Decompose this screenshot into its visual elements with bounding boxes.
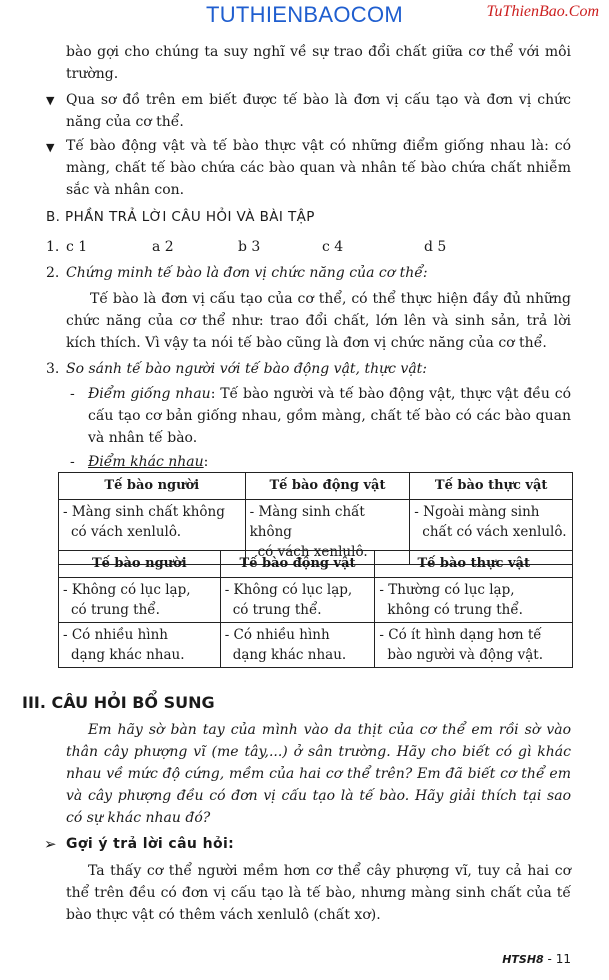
question-number: 2. [46, 265, 60, 281]
table-header-cell: Tế bào thực vật [410, 473, 573, 500]
question-number: 1. [46, 239, 60, 255]
hint-answer-line: Ta thấy cơ thể người mềm hơn cơ thể cây phượng vĩ, tuy cả hai cơ [88, 863, 571, 879]
q1-answer: b 3 [238, 239, 261, 255]
q1-answer: d 5 [424, 239, 447, 255]
q3-similar-line: và nhân tế bào. [88, 430, 198, 446]
q3-title: So sánh tế bào người với tế bào động vật, thực vật: [66, 361, 428, 377]
q1-answer: c 1 [66, 239, 88, 255]
table-header-cell: Tế bào động vật [220, 551, 375, 578]
table-cell: - Không có lục lạp, có trung thể. [59, 578, 221, 623]
table-cell: - Có ít hình dạng hơn tế bào người và động vật. [375, 623, 573, 668]
q2-answer-line: chức năng của cơ thể như: trao đổi chất, lớn lên và sinh sản, trả lời [66, 313, 571, 329]
section-iii-heading: III. CÂU HỎI BỔ SUNG [22, 693, 215, 712]
q2-answer-line: kích thích. Vì vậy ta nói tế bào cũng là đơn vị chức năng của cơ thể. [66, 335, 547, 351]
bullet-2-line: Tế bào động vật và tế bào thực vật có những điểm giống nhau là: có [66, 138, 571, 154]
q1-answer: c 4 [322, 239, 344, 255]
diff-label: Điểm khác nhau [88, 454, 204, 470]
intro-continuation-line: bào gợi cho chúng ta suy nghĩ về sự trao đổi chất giữa cơ thể với môi [66, 44, 571, 60]
supplementary-question-line: nhau về mức độ cứng, mềm của hai cơ thể trên? Em đã biết cơ thể em [66, 766, 571, 782]
table-header-cell: Tế bào thực vật [375, 551, 573, 578]
hint-answer-line: thể trên đều có đơn vị cấu tạo là tế bào, nhưng màng sinh chất của tế [66, 885, 571, 901]
diff-colon: : [203, 454, 209, 470]
bullet-1-line: Qua sơ đồ trên em biết được tế bào là đơn vị cấu tạo và đơn vị chức [66, 92, 571, 108]
comparison-table-2 [58, 550, 573, 668]
table-cell: - Có nhiều hình dạng khác nhau. [59, 623, 221, 668]
table-cell: - Ngoài màng sinh chất có vách xenlulô. [410, 500, 573, 565]
table-cell: - Không có lục lạp, có trung thể. [220, 578, 375, 623]
dash-marker: - [70, 454, 75, 470]
dash-marker: - [70, 386, 75, 402]
table-header-cell: Tế bào người [59, 473, 246, 500]
section-b-heading: B. PHẦN TRẢ LỜI CÂU HỎI VÀ BÀI TẬP [46, 209, 315, 225]
table-header-row [59, 473, 573, 500]
q3-diff-line [88, 451, 208, 473]
table-header-cell: Tế bào người [59, 551, 221, 578]
q3-similar-line [88, 383, 571, 405]
table-cell: - Màng sinh chất không có vách xenlulô. [59, 500, 246, 565]
hint-arrow-icon: ➢ [44, 835, 57, 853]
site-title: TUTHIENBAOCOM [205, 2, 403, 27]
supplementary-question-line: có sự khác nhau đó? [66, 810, 211, 826]
page-number: 11 [555, 952, 571, 966]
table-row [59, 578, 573, 623]
bullet-triangle-icon: ▼ [46, 94, 55, 107]
bullet-2-line: màng, chất tế bào chứa các bào quan và nhân tế bào chứa chất nhiễm [66, 160, 571, 176]
bullet-triangle-icon: ▼ [46, 141, 55, 154]
supplementary-question-line: thân cây phượng vĩ (me tây,...) ở sân trường. Hãy cho biết có gì khác [66, 744, 571, 760]
page-footer [502, 952, 571, 966]
table-header-row [59, 551, 573, 578]
similar-text: : Tế bào người và tế bào động vật, thực vật đều có [210, 386, 571, 402]
q2-title: Chứng minh tế bào là đơn vị chức năng của cơ thể: [66, 265, 428, 281]
table-cell: - Thường có lục lạp, không có trung thể. [375, 578, 573, 623]
table-cell: - Màng sinh chất không có vách xenlulô. [245, 500, 410, 565]
table-header-cell: Tế bào động vật [245, 473, 410, 500]
table-row [59, 623, 573, 668]
bullet-1-line: năng của cơ thể. [66, 114, 184, 130]
site-logo: TuThienBao.Com [486, 3, 599, 20]
intro-continuation-line: trường. [66, 66, 119, 82]
supplementary-question-line: Em hãy sờ bàn tay của mình vào da thịt của cơ thể em rồi sờ vào [88, 722, 571, 738]
q2-answer-line: Tế bào là đơn vị cấu tạo của cơ thể, có thể thực hiện đầy đủ những [90, 291, 571, 307]
similar-label: Điểm giống nhau [88, 386, 211, 402]
question-number: 3. [46, 361, 60, 377]
q3-similar-line: cấu tạo cơ bản giống nhau, gồm màng, chất tế bào có các bào quan [88, 408, 571, 424]
hint-answer-line: bào thực vật có thêm vách xenlulô (chất xơ). [66, 907, 381, 923]
bullet-2-line: sắc và nhân con. [66, 182, 185, 198]
q1-answer: a 2 [152, 239, 174, 255]
table-cell: - Có nhiều hình dạng khác nhau. [220, 623, 375, 668]
hint-heading: Gợi ý trả lời câu hỏi: [66, 836, 235, 852]
footer-separator: - [547, 952, 552, 966]
supplementary-question-line: và cây phượng đều có đơn vị cấu tạo là tế bào. Hãy giải thích tại sao [66, 788, 571, 804]
book-code: HTSH8 [502, 953, 544, 966]
